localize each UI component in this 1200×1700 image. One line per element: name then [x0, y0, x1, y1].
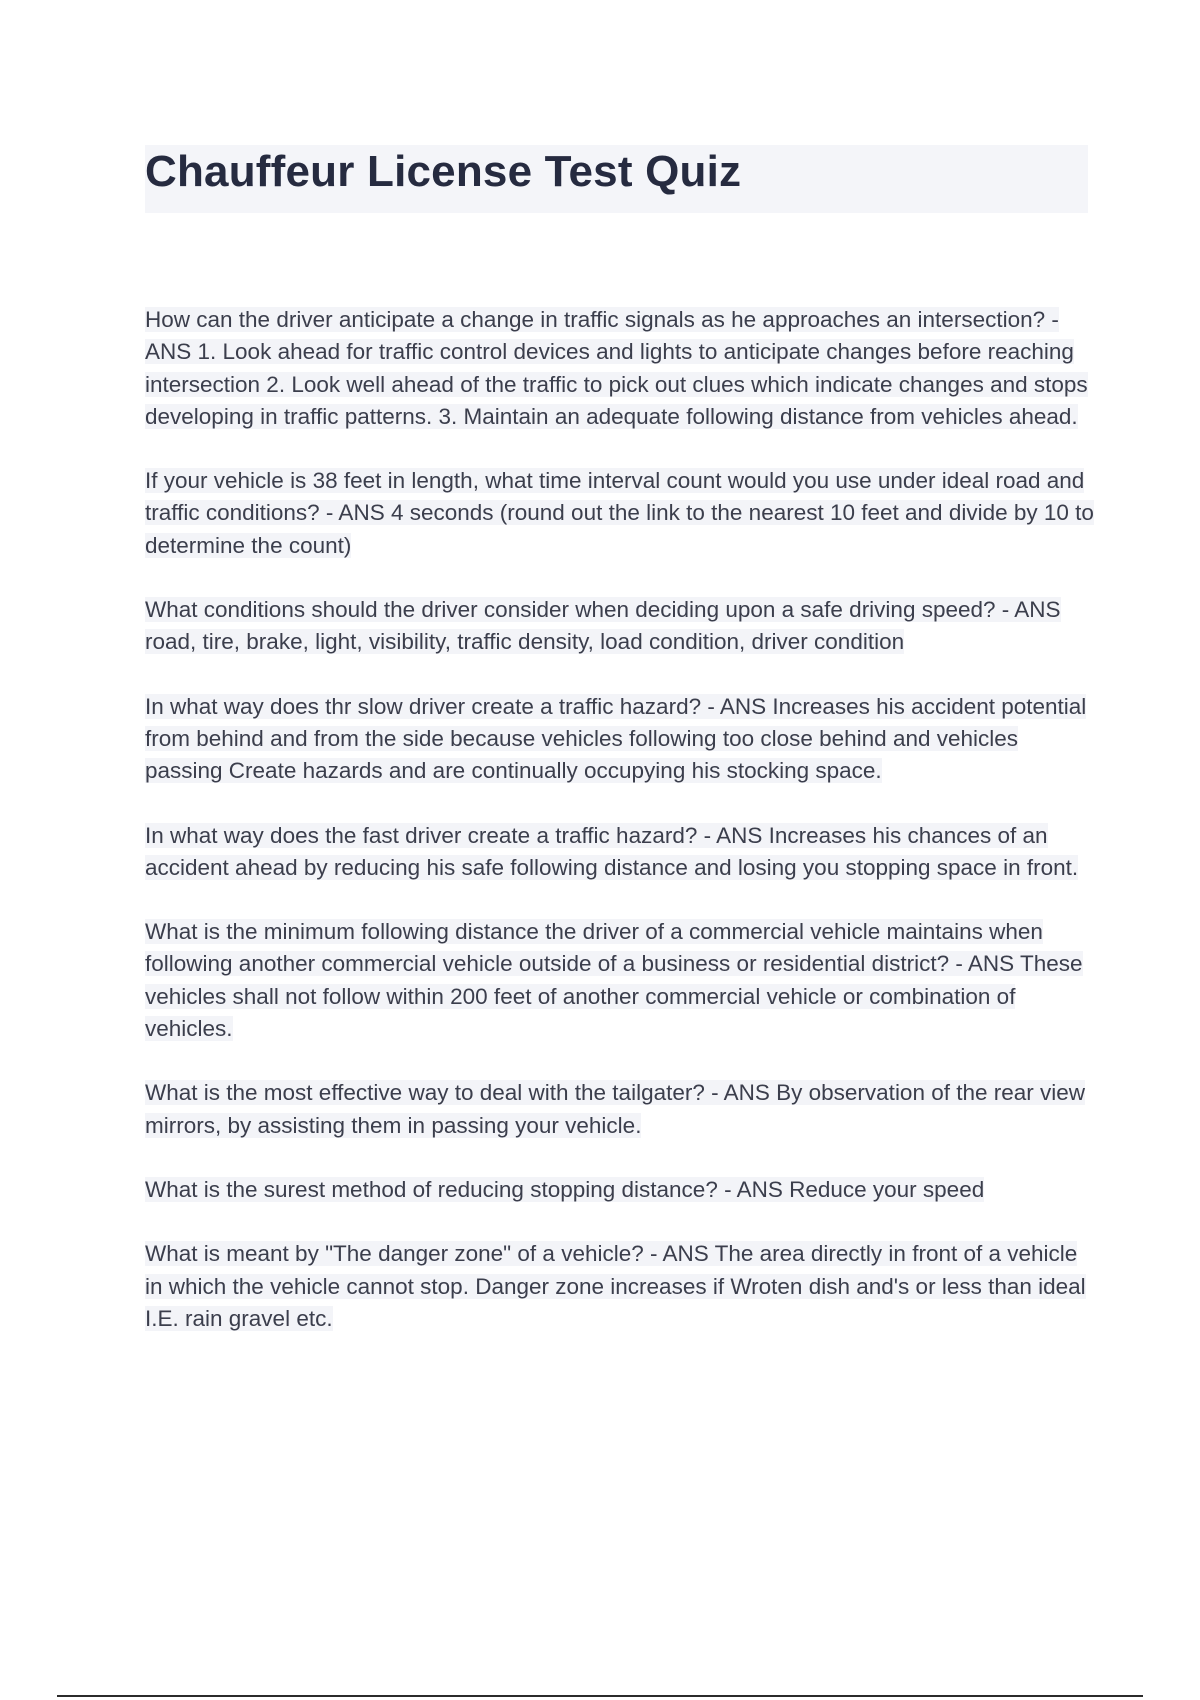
footer-divider — [57, 1695, 1143, 1697]
qa-item — [145, 465, 1095, 562]
qa-text: How can the driver anticipate a change in traffic signals as he approaches an intersection? - ANS 1. Look ahead for traffic control devices and lights to anticipate changes before reaching intersection 2. Look well ahead of the traffic to pick out clues which indicate changes and stops developing in traffic patterns. 3. Maintain an adequate following distance from vehicles ahead. — [145, 307, 1088, 429]
qa-item — [145, 691, 1095, 788]
qa-text: If your vehicle is 38 feet in length, what time interval count would you use under ideal road and traffic conditions? - ANS 4 seconds (round out the link to the nearest 10 feet and divide by 10 to determine the count) — [145, 468, 1094, 558]
qa-item — [145, 1238, 1095, 1335]
qa-item — [145, 304, 1095, 433]
qa-text: In what way does thr slow driver create a traffic hazard? - ANS Increases his accident potential from behind and from the side because vehicles following too close behind and vehicles passing Create hazards and are continually occupying his stocking space. — [145, 693, 1087, 784]
qa-item — [145, 1174, 1095, 1206]
qa-item — [145, 916, 1095, 1045]
qa-item — [145, 594, 1095, 659]
qa-item — [145, 820, 1095, 885]
qa-text: What is meant by "The danger zone" of a vehicle? - ANS The area directly in front of a vehicle in which the vehicle cannot stop. Danger zone increases if Wroten dish and's or less than ideal I.E. rain gravel etc. — [145, 1241, 1086, 1331]
qa-list — [145, 304, 1095, 1367]
qa-text: What is the most effective way to deal with the tailgater? - ANS By observation of the rear view mirrors, by assisting them in passing your vehicle. — [145, 1080, 1086, 1138]
qa-text: What is the minimum following distance the driver of a commercial vehicle maintains when following another commercial vehicle outside of a business or residential district? - ANS These vehicles shall not follow within 200 feet of another commercial vehicle or combination of vehicles. — [145, 919, 1083, 1042]
qa-text: In what way does the fast driver create a traffic hazard? - ANS Increases his chances of an accident ahead by reducing his safe following distance and losing you stopping space in front. — [145, 822, 1079, 880]
qa-item — [145, 1077, 1095, 1142]
page-title: Chauffeur License Test Quiz — [145, 147, 742, 196]
qa-text: What conditions should the driver consider when deciding upon a safe driving speed? - ANS road, tire, brake, light, visibility, traffic density, load condition, driver condition — [145, 597, 1061, 655]
qa-text: What is the surest method of reducing stopping distance? - ANS Reduce your speed — [145, 1176, 985, 1202]
